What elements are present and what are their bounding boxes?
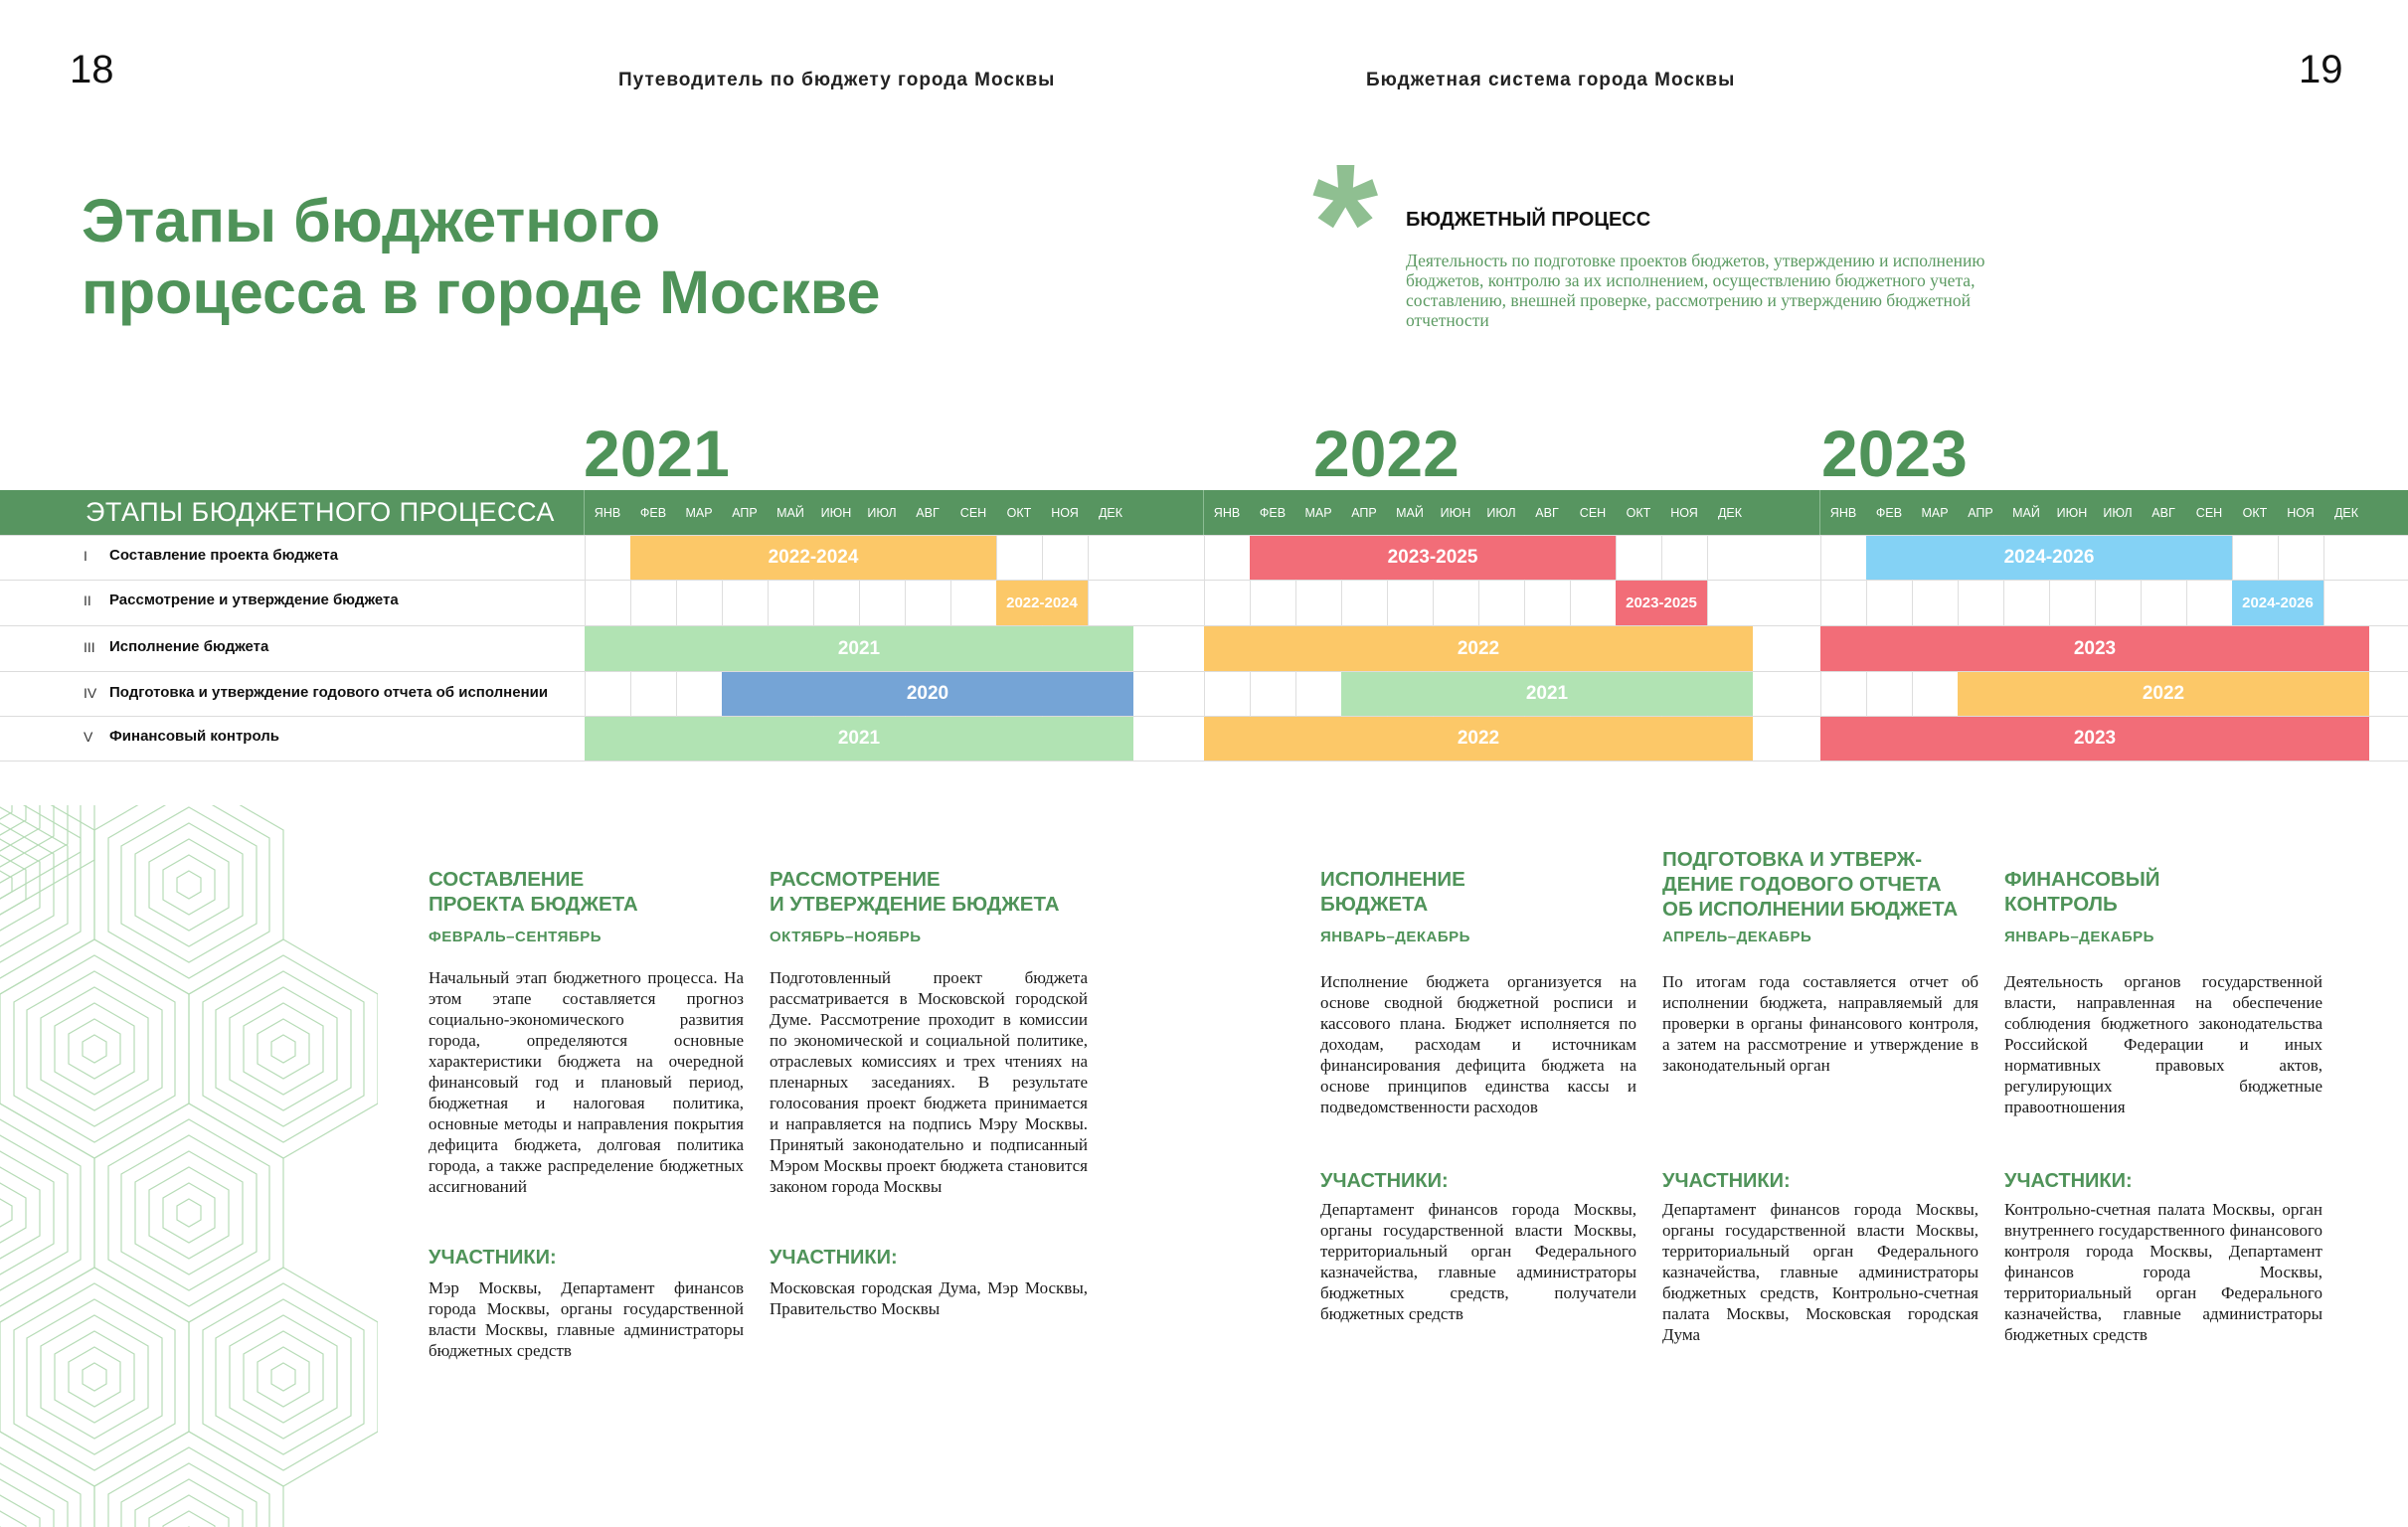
timeline-bar: 2022-2024 <box>996 581 1088 625</box>
stage-label-5: Финансовый контроль <box>109 728 279 745</box>
month-label: ЯНВ <box>594 506 621 520</box>
year-divider <box>584 490 585 535</box>
month-label: МАР <box>685 506 713 520</box>
timeline-bar: 2022 <box>1204 717 1753 761</box>
month-label: ФЕВ <box>639 506 667 520</box>
month-label: ИЮН <box>1440 506 1471 520</box>
section-period-4: АПРЕЛЬ–ДЕКАБРЬ <box>1662 929 1812 945</box>
section-text-2: Подготовленный проект бюджета рассматривается в Московской городской Думе. Рассмотрение проходит в комиссии по экономической и социальной политике, отраслевых комиссиях и трех чтениях на пленарных заседаниях. В результате голосования проект бюджета принимается и направляется на подпись Мэру Москвы. Принятый законодательно и подписанный Мэром Москвы проект бюджета становится законом города Москвы <box>770 968 1088 1196</box>
month-label: СЕН <box>1579 506 1607 520</box>
section-period-3: ЯНВАРЬ–ДЕКАБРЬ <box>1320 929 1470 945</box>
month-label: ИЮН <box>820 506 852 520</box>
month-label: АПР <box>732 506 758 520</box>
section-text-3: Исполнение бюджета организуется на основе сводной бюджетной росписи и кассового плана. Бюджет исполняется по доходам, расходам и источникам финансирования дефицита бюджета на основе принципов единства кассы и подведомственности расходов <box>1320 972 1636 1116</box>
year-label-2023: 2023 <box>1821 417 1968 490</box>
section-participants-title-3: УЧАСТНИКИ: <box>1320 1170 1449 1192</box>
timeline-bar: 2022 <box>1958 672 2369 716</box>
month-label: ФЕВ <box>1875 506 1903 520</box>
month-label: ДЕК <box>1717 506 1743 520</box>
month-label: ИЮН <box>2056 506 2088 520</box>
timeline-bar: 2022-2024 <box>630 536 996 580</box>
month-label: ОКТ <box>2242 506 2268 520</box>
year-divider <box>1203 490 1204 535</box>
section-period-5: ЯНВАРЬ–ДЕКАБРЬ <box>2004 929 2154 945</box>
month-label: АВГ <box>2151 506 2175 520</box>
timeline-bar: 2022 <box>1204 626 1753 671</box>
timeline-bar: 2023-2025 <box>1250 536 1616 580</box>
stage-label-3: Исполнение бюджета <box>109 638 269 655</box>
timeline-bar: 2023 <box>1820 717 2369 761</box>
month-label: ИЮЛ <box>1486 506 1516 520</box>
month-label: НОЯ <box>1051 506 1079 520</box>
month-label: МАЙ <box>2012 506 2040 520</box>
month-label: ИЮЛ <box>867 506 897 520</box>
month-label: ЯНВ <box>1213 506 1241 520</box>
month-label: СЕН <box>959 506 987 520</box>
month-label: АПР <box>1351 506 1377 520</box>
section-participants-4: Департамент финансов города Москвы, органы государственной власти Москвы, территориальный орган Федерального казначейства, главные администраторы бюджетных средств, Контрольно-счетная палата Москвы, Московская городская Дума <box>1662 1200 1978 1344</box>
stage-num-2: II <box>84 593 91 608</box>
section-title-4: ПОДГОТОВКА И УТВЕРЖ- ДЕНИЕ ГОДОВОГО ОТЧЕТА ОБ ИСПОЛНЕНИИ БЮДЖЕТА <box>1662 848 1959 921</box>
month-label: МАЙ <box>1396 506 1424 520</box>
section-participants-title-4: УЧАСТНИКИ: <box>1662 1170 1791 1192</box>
stage-num-4: IV <box>84 685 97 701</box>
timeline-bar: 2021 <box>1341 672 1753 716</box>
month-label: АПР <box>1968 506 1993 520</box>
page-title: Этапы бюджетного процесса в городе Москве <box>82 187 881 326</box>
section-participants-title-2: УЧАСТНИКИ: <box>770 1247 898 1269</box>
timeline-bar: 2023 <box>1820 626 2369 671</box>
section-participants-title-5: УЧАСТНИКИ: <box>2004 1170 2133 1192</box>
month-label: НОЯ <box>1670 506 1698 520</box>
page-number-right: 19 <box>2299 48 2343 91</box>
month-label: ЯНВ <box>1829 506 1857 520</box>
section-participants-5: Контрольно-счетная палата Москвы, орган внутреннего государственного финансового контроля города Москвы, Департамент финансов города Москвы, территориальный орган Федерального казначейства, главные администраторы бюджетных средств <box>2004 1200 2322 1344</box>
month-label: ФЕВ <box>1259 506 1287 520</box>
section-participants-2: Московская городская Дума, Мэр Москвы, Правительство Москвы <box>770 1278 1088 1318</box>
month-label: АВГ <box>1535 506 1559 520</box>
month-label: ИЮЛ <box>2103 506 2133 520</box>
month-label: МАЙ <box>776 506 804 520</box>
section-period-1: ФЕВРАЛЬ–СЕНТЯБРЬ <box>429 929 602 945</box>
timeline-bar: 2023-2025 <box>1616 581 1707 625</box>
month-label: ДЕК <box>1098 506 1123 520</box>
timeline-bar: 2021 <box>585 717 1133 761</box>
stage-label-2: Рассмотрение и утверждение бюджета <box>109 592 399 608</box>
running-header-right: Бюджетная система города Москвы <box>1366 70 1736 90</box>
definition-title: БЮДЖЕТНЫЙ ПРОЦЕСС <box>1406 209 1651 231</box>
definition-text: Деятельность по подготовке проектов бюджетов, утверждению и исполнению бюджетов, контролю за их исполнением, осуществлению бюджетного учета, составлению, внешней проверке, рассмотрению и утверждению бюджетной отчетности <box>1406 251 1985 330</box>
hexagon-pattern <box>0 805 378 1527</box>
section-period-2: ОКТЯБРЬ–НОЯБРЬ <box>770 929 922 945</box>
timeline-bar: 2021 <box>585 626 1133 671</box>
running-header-left: Путеводитель по бюджету города Москвы <box>618 70 1056 90</box>
timeline-header-title: ЭТАПЫ БЮДЖЕТНОГО ПРОЦЕССА <box>86 497 555 527</box>
timeline-bar: 2020 <box>722 672 1133 716</box>
section-text-4: По итогам года составляется отчет об исполнении бюджета, направляемый для проверки в органы финансового контроля, а затем на рассмотрение и утверждение в законодательный орган <box>1662 972 1978 1075</box>
month-label: МАР <box>1304 506 1332 520</box>
stage-label-4: Подготовка и утверждение годового отчета об исполнении <box>109 684 549 701</box>
year-divider <box>1819 490 1820 535</box>
section-title-3: ИСПОЛНЕНИЕ БЮДЖЕТА <box>1320 868 1465 916</box>
section-participants-title-1: УЧАСТНИКИ: <box>429 1247 557 1269</box>
year-label-2022: 2022 <box>1313 417 1460 490</box>
row-divider <box>0 761 2408 762</box>
month-label: ДЕК <box>2333 506 2359 520</box>
section-title-1: СОСТАВЛЕНИЕ ПРОЕКТА БЮДЖЕТА <box>429 868 638 916</box>
section-title-2: РАССМОТРЕНИЕ И УТВЕРЖДЕНИЕ БЮДЖЕТА <box>770 868 1060 916</box>
section-participants-3: Департамент финансов города Москвы, органы государственной власти Москвы, территориальный орган Федерального казначейства, главные администраторы бюджетных средств, получатели бюджетных средств <box>1320 1200 1636 1323</box>
stage-num-1: I <box>84 548 87 564</box>
section-text-5: Деятельность органов государственной власти, направленная на обеспечение соблюдения бюджетного законодательства Российской Федерации и иных нормативных правовых актов, регулирующих бюджетные правоотношения <box>2004 972 2322 1116</box>
month-label: МАР <box>1921 506 1949 520</box>
timeline-bar: 2024-2026 <box>1866 536 2232 580</box>
section-participants-1: Мэр Москвы, Департамент финансов города Москвы, органы государственной власти Москвы, главные администраторы бюджетных средств <box>429 1278 744 1360</box>
month-label: СЕН <box>2195 506 2223 520</box>
year-label-2021: 2021 <box>584 417 730 490</box>
asterisk-icon: * <box>1312 129 1379 318</box>
stage-label-1: Составление проекта бюджета <box>109 547 339 564</box>
timeline-bar: 2024-2026 <box>2232 581 2323 625</box>
month-label: АВГ <box>916 506 940 520</box>
stage-num-3: III <box>84 639 95 655</box>
section-title-5: ФИНАНСОВЫЙ КОНТРОЛЬ <box>2004 868 2160 916</box>
month-label: ОКТ <box>1006 506 1032 520</box>
page-number-left: 18 <box>70 48 114 91</box>
month-label: НОЯ <box>2287 506 2315 520</box>
section-text-1: Начальный этап бюджетного процесса. На этом этапе составляется прогноз социально-экономического развития города, определяются основные характеристики бюджета на очередной финансовый год и плановый период, бюджетная и налоговая политика, основные методы и направления покрытия дефицита бюджета, долговая политика города, а также распределение бюджетных ассигнований <box>429 968 744 1196</box>
month-label: ОКТ <box>1626 506 1651 520</box>
stage-num-5: V <box>84 729 93 745</box>
